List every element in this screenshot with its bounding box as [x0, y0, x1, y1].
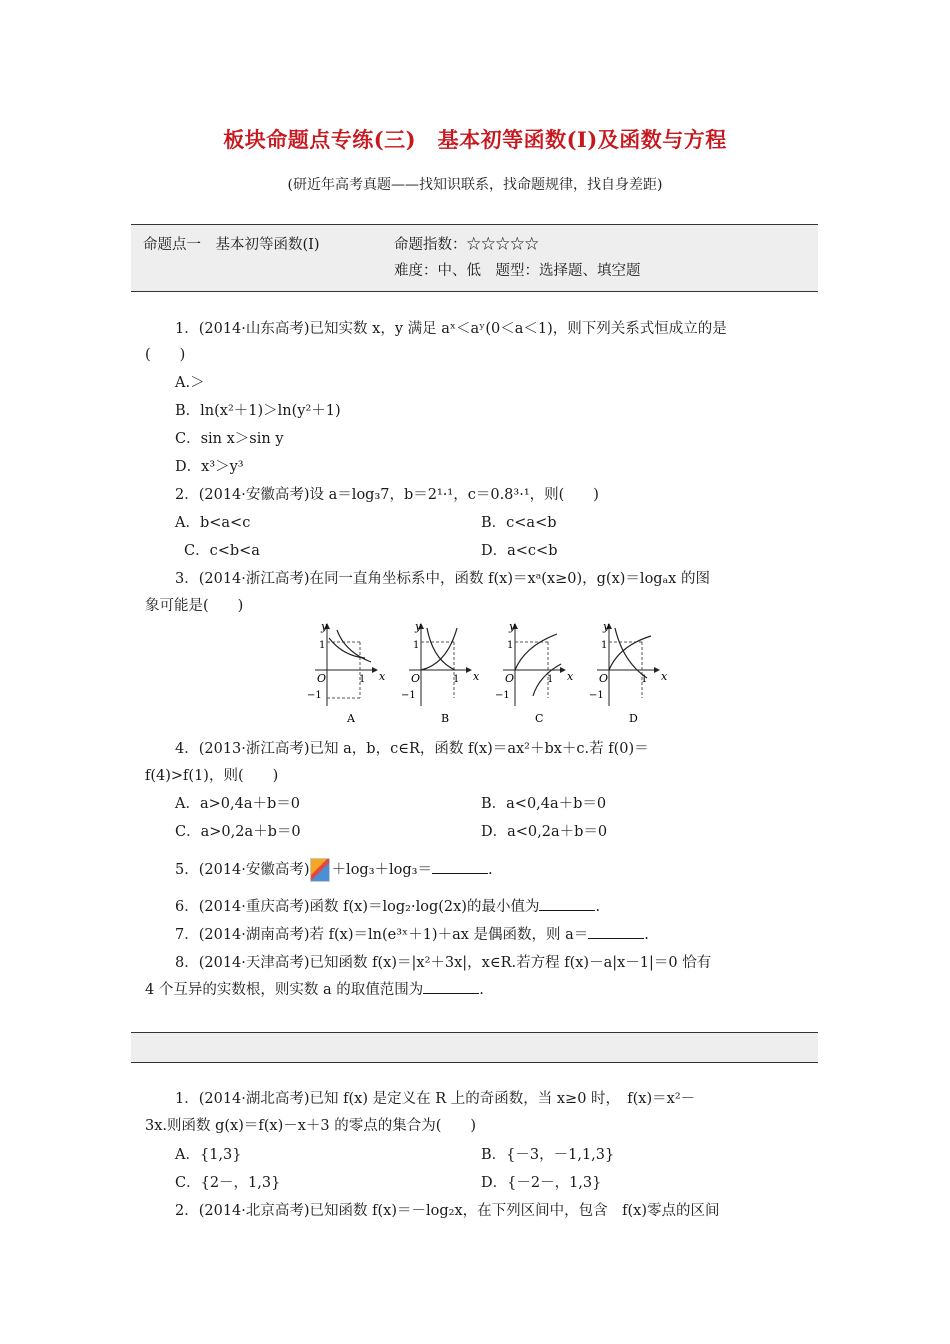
graph-b-origin: O: [411, 672, 421, 685]
graph-c-label: C: [535, 712, 544, 725]
q2-option-b: B．c<a<b: [481, 515, 557, 531]
graph-d-neg-one: −1: [589, 690, 604, 701]
graph-c-x-label: x: [567, 670, 574, 683]
q3-stem-cont: 象可能是( ): [145, 598, 244, 614]
graph-c-origin: O: [505, 672, 515, 685]
q1-stem: 1．(2014·山东高考)已知实数 x，y 满足 aˣ＜aʸ(0＜a＜1)，则下列关系式恒成立的是: [175, 321, 727, 337]
q8-line2: [145, 978, 484, 999]
graph-d: [589, 620, 668, 725]
graph-d-one: 1: [601, 640, 608, 651]
q8-answer-blank: [423, 981, 479, 994]
graph-a-origin: O: [317, 672, 327, 685]
q7-answer-blank: [588, 926, 644, 939]
graph-b-y-label: y: [415, 620, 422, 633]
q4-option-d: D．a<0,2a＋b＝0: [481, 824, 608, 840]
q7-line: [175, 923, 649, 944]
q5-line: [175, 858, 493, 882]
q7-pre: 7．(2014·湖南高考)若 f(x)＝ln(e³ˣ＋1)＋ax 是偶函数，则 a＝: [175, 927, 589, 943]
s2-q1-stem-cont: 3x.则函数 g(x)＝f(x)－x＋3 的零点的集合为( ): [145, 1118, 477, 1134]
section2-band: [131, 1032, 818, 1063]
graph-d-x-label: x: [661, 670, 668, 683]
q1-option-c: C．sin x＞sin y: [175, 431, 284, 447]
graph-b-one: 1: [413, 640, 420, 651]
graph-b-one-x: 1: [453, 674, 460, 685]
q6-line: [175, 895, 600, 916]
q2-option-a: A．b<a<c: [175, 515, 251, 531]
q8-end: .: [479, 982, 484, 998]
q6-pre: 6．(2014·重庆高考)函数 f(x)＝log₂·log(2x)的最小值为: [175, 899, 540, 915]
broken-image-icon: [310, 858, 330, 882]
graph-b-neg-one: −1: [401, 690, 416, 701]
topic-difficulty: 难度：中、低 题型：选择题、填空题: [394, 263, 641, 279]
graph-d-one-x: 1: [641, 674, 648, 685]
graph-b: [401, 620, 480, 725]
graph-a-y-label: y: [321, 620, 328, 633]
q1-paren: ( ): [145, 347, 186, 363]
q1-option-b: B．ln(x²＋1)＞ln(y²＋1): [175, 403, 341, 419]
q7-end: .: [644, 927, 649, 943]
graph-d-origin: O: [599, 672, 609, 685]
q5-answer-blank: [432, 861, 488, 874]
q4-option-b: B．a<0,4a＋b＝0: [481, 796, 607, 812]
topic-info-band: [131, 224, 818, 292]
q4-option-c: C．a>0,2a＋b＝0: [175, 824, 301, 840]
topic-index: 命题指数：☆☆☆☆☆: [394, 237, 539, 253]
page-title: 板块命题点专练(三) 基本初等函数(Ⅰ)及函数与方程: [223, 127, 727, 152]
graph-a-one: 1: [319, 640, 326, 651]
s2-q1-option-b: B．{－3，－1,1,3}: [481, 1147, 615, 1163]
graph-c-neg-one: −1: [495, 690, 510, 701]
q6-answer-blank: [539, 898, 595, 911]
graph-a: [307, 620, 386, 725]
graph-a-x-label: x: [379, 670, 386, 683]
graph-c: [495, 620, 574, 725]
q4-stem-cont: f(4)>f(1)，则( ): [145, 768, 279, 784]
graph-b-label: B: [441, 712, 450, 725]
q1-option-a: A.＞: [175, 375, 205, 391]
s2-q2-stem: 2．(2014·北京高考)已知函数 f(x)＝－log₂x，在下列区间中，包含 f(x)零点的区间: [175, 1203, 720, 1219]
q2-option-d: D．a<c<b: [481, 543, 558, 559]
q4-stem: 4．(2013·浙江高考)已知 a，b，c∈R，函数 f(x)＝ax²＋bx＋c.若 f(0)＝: [175, 741, 649, 757]
graph-d-y-label: y: [603, 620, 610, 633]
s2-q1-stem: 1．(2014·湖北高考)已知 f(x) 是定义在 R 上的奇函数，当 x≥0 时， f(x)＝x²－: [175, 1091, 696, 1107]
s2-q1-option-d: D．{－2－，1,3}: [481, 1175, 602, 1191]
graph-c-one-x: 1: [547, 674, 554, 685]
q1-option-d: D．x³＞y³: [175, 459, 244, 475]
q3-stem: 3．(2014·浙江高考)在同一直角坐标系中，函数 f(x)＝xᵃ(x≥0)，g(x)＝logₐx 的图: [175, 571, 710, 587]
s2-q1-option-c: C．{2－，1,3}: [175, 1175, 281, 1191]
q5-pre: 5．(2014·安徽高考): [175, 862, 310, 878]
graph-d-label: D: [629, 712, 638, 725]
graph-a-neg-one: −1: [307, 690, 322, 701]
graph-a-one-x: 1: [359, 674, 366, 685]
q8-stem: 8．(2014·天津高考)已知函数 f(x)＝|x²＋3x|，x∈R.若方程 f(x)－a|x－1|＝0 恰有: [175, 955, 712, 971]
q5-end: .: [488, 862, 493, 878]
s2-q1-option-a: A．{1,3}: [175, 1147, 242, 1163]
graph-c-one: 1: [507, 640, 514, 651]
graph-a-label: A: [347, 712, 355, 725]
graph-b-x-label: x: [473, 670, 480, 683]
graph-c-y-label: y: [509, 620, 516, 633]
q2-stem: 2．(2014·安徽高考)设 a＝log₃7，b＝2¹·¹，c＝0.8³·¹，则( ): [175, 487, 599, 503]
q2-option-c: C．c<b<a: [184, 543, 260, 559]
q4-option-a: A．a>0,4a＋b＝0: [175, 796, 300, 812]
q5-post: ＋log₃＋log₃＝: [331, 862, 432, 878]
q6-end: .: [595, 899, 601, 915]
page-subtitle: (研近年高考真题——找知识联系，找命题规律，找自身差距): [287, 177, 663, 193]
q3-graphs: [300, 618, 680, 728]
q8-pre2: 4 个互异的实数根，则实数 a 的取值范围为: [145, 982, 424, 998]
topic-label: 命题点一 基本初等函数(Ⅰ): [143, 237, 320, 253]
